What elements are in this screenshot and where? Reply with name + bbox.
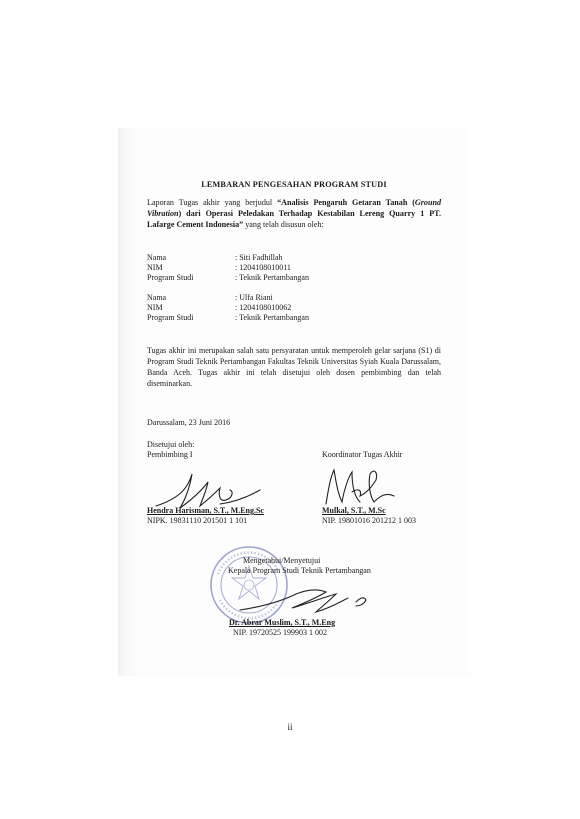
place-date: Darussalam, 23 Juni 2016 [147, 418, 231, 427]
field-label: Nama [147, 253, 167, 262]
supervisor-name: Hendra Harisman, S.T., M.Eng.Sc [147, 506, 264, 515]
head-name: Dr. Abrar Muslim, S.T., M.Eng [229, 618, 336, 627]
field-label: Nama [147, 293, 167, 302]
student-2-program-row [147, 313, 309, 323]
thesis-title-start: “Analisis Pengaruh Getaran Tanah ( [277, 198, 415, 207]
student-1-name-row [147, 253, 309, 263]
student-2-info [147, 293, 309, 323]
statement-paragraph: Tugas akhir ini merupakan salah satu persyaratan untuk memperoleh gelar sarjana (S1) di Program Studi Teknik Pertambangan Fakultas Teknik Universitas Syiah Kuala Darussalam, Banda Aceh. Tugas akhir ini telah disetujui oleh dosen pembimbing dan telah diseminarkan. [147, 346, 441, 388]
coordinator-signature [322, 462, 402, 512]
thesis-title-end: ) dari Operasi Peledakan Terhadap Kestabilan Lereng Quarry 1 PT. Lafarge Cement Indonesia” [147, 209, 441, 230]
supervisor-id: NIPK. 19831110 201501 1 101 [147, 516, 248, 525]
student-1-program-row [147, 273, 309, 283]
field-label: NIM [147, 263, 163, 272]
coordinator-role: Koordinator Tugas Akhir [322, 450, 403, 459]
page-number: ii [287, 722, 293, 732]
field-value: : Ulfa Riani [235, 293, 273, 302]
head-id: NIP. 19720525 199903 1 002 [233, 628, 328, 637]
student-1-info [147, 253, 309, 283]
intro-text: Laporan Tugas akhir yang berjudul [147, 198, 278, 207]
student-2-name-row [147, 293, 309, 303]
student-2-nim-row [147, 303, 309, 313]
acknowledgement: Mengetahui/Menyetujui [243, 556, 321, 565]
field-label: NIM [147, 303, 163, 312]
intro-paragraph [147, 197, 441, 231]
student-1-nim-row [147, 263, 309, 273]
approved-by-label: Disetujui oleh: [147, 440, 195, 449]
page-title: LEMBARAN PENGESAHAN PROGRAM STUDI [201, 180, 387, 189]
intro-text-end: yang telah disusun oleh: [243, 220, 324, 230]
head-signature [236, 576, 386, 620]
coordinator-name: Mulkal, S.T., M.Sc [322, 506, 386, 515]
field-label: Program Studi [147, 273, 194, 282]
field-label: Program Studi [147, 313, 194, 322]
field-value: : 1204108010062 [235, 303, 292, 312]
field-value: : Siti Fadhillah [235, 253, 283, 262]
field-value: : Teknik Pertambangan [235, 313, 309, 322]
head-role: Kepala Program Studi Teknik Pertambangan [228, 566, 371, 575]
thesis-title-italic: Ground Vibration [147, 198, 441, 219]
coordinator-id: NIP. 19801016 201212 1 003 [322, 516, 417, 525]
field-value: : Teknik Pertambangan [235, 273, 309, 282]
field-value: : 1204108010011 [235, 263, 291, 272]
supervisor-role: Pembimbing I [147, 450, 193, 459]
